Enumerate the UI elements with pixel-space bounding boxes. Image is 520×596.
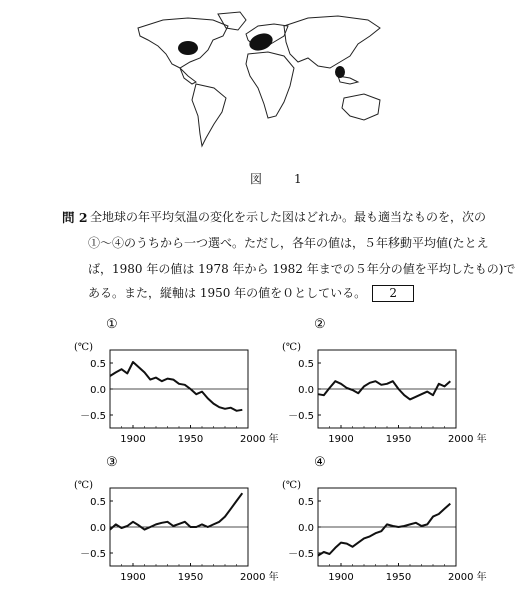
answer-box[interactable]: 2 [372, 285, 414, 302]
x-tick-label: 1900 [120, 572, 146, 583]
y-tick-label: 0.0 [298, 385, 314, 396]
question-line-1: 全地球の年平均気温の変化を示した図はどれか。最も適当なものを，次の [90, 210, 487, 224]
chart-label: ① [106, 317, 118, 332]
continent-central-america [180, 68, 196, 84]
y-tick-label: 0.5 [90, 497, 106, 508]
continent-greenland [218, 12, 246, 30]
question-line-3: ば，1980 年の値は 1978 年から 1982 年までの５年分の値を平均したもの)で [88, 262, 516, 276]
x-tick-label: 1950 [177, 572, 204, 583]
chart-label: ③ [106, 455, 118, 470]
question-line-4-text: ある。また，縦軸は 1950 年の値を０としている。 [88, 286, 367, 300]
chart-option-3 [70, 454, 279, 586]
highlight-north-america [178, 41, 198, 55]
continent-south-america [192, 84, 226, 146]
continent-africa [246, 52, 294, 118]
chart-label: ④ [314, 455, 326, 470]
y-tick-label: －0.5 [80, 549, 106, 560]
y-tick-label: 0.0 [298, 523, 314, 534]
temperature-series [318, 504, 450, 556]
temperature-series [318, 381, 450, 399]
x-tick-label: 2000 年 [448, 434, 487, 445]
x-tick-label: 1900 [328, 434, 354, 445]
y-axis-unit: (℃) [74, 480, 93, 491]
x-tick-label: 2000 年 [240, 572, 279, 583]
chart-option-2 [278, 316, 498, 448]
y-tick-label: 0.5 [90, 359, 106, 370]
chart-option-1 [70, 316, 279, 448]
x-tick-label: 1900 [328, 572, 354, 583]
x-tick-label: 1950 [385, 572, 412, 583]
world-map [118, 6, 388, 156]
highlight-south-asia [335, 66, 345, 78]
y-tick-label: －0.5 [80, 411, 106, 422]
y-tick-label: 0.0 [90, 385, 106, 396]
continent-australia [342, 94, 380, 120]
x-tick-label: 2000 年 [448, 572, 487, 583]
continent-asia [284, 16, 380, 68]
x-tick-label: 1900 [120, 434, 146, 445]
y-tick-label: 0.5 [298, 359, 314, 370]
y-tick-label: 0.0 [90, 523, 106, 534]
temperature-series [110, 362, 242, 411]
y-tick-label: －0.5 [288, 411, 314, 422]
question-number: 問 2 [62, 210, 88, 225]
chart-option-4 [278, 454, 498, 586]
x-tick-label: 1950 [385, 434, 412, 445]
y-axis-unit: (℃) [282, 480, 301, 491]
temperature-series [110, 493, 242, 529]
figure-caption: 図 1 [250, 172, 312, 186]
y-axis-unit: (℃) [282, 342, 301, 353]
chart-label: ② [314, 317, 326, 332]
y-axis-unit: (℃) [74, 342, 93, 353]
y-tick-label: －0.5 [288, 549, 314, 560]
question-line-2: ①〜④のうちから一つ選べ。ただし，各年の値は，５年移動平均値(たとえ [88, 236, 489, 250]
x-tick-label: 2000 年 [240, 434, 279, 445]
highlight-northeast-asia [247, 30, 275, 53]
question-line-4 [88, 284, 414, 302]
x-tick-label: 1950 [177, 434, 204, 445]
y-tick-label: 0.5 [298, 497, 314, 508]
